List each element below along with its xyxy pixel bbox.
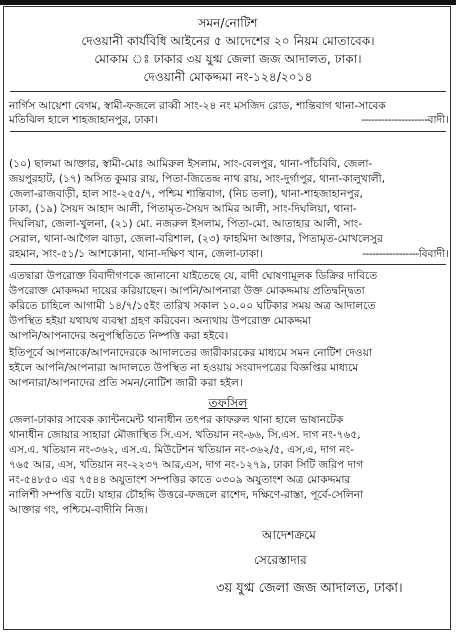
notice-frame bbox=[3, 6, 451, 630]
schedule-line: নং-৫৪৮৫০ এর ৭৫৪৪ অযুতাংশ সম্পত্তির কাতে ০৩০৯ অযুতাংশ অত্র মোকদ্দমার bbox=[9, 474, 351, 486]
notice-line: ইতিপূর্বে আপনাকে/আপনাদেরকে আদালতের জারীকারকের মাধ্যমে সমন নোটিশ দেওয়া bbox=[9, 347, 373, 359]
schedule-line: ৭৬৫ আর, এস, খতিয়ান নং-২২৩৭ আর,এস, দাগ নং-১২৭৯, ঢাকা সিটি জরিপ দাগ bbox=[9, 459, 364, 471]
case-number: দেওয়ানী মোকদ্দমা নং-১২৪/২০১৪ bbox=[143, 70, 313, 84]
signature-title: সেরেস্তাদার bbox=[254, 553, 307, 567]
schedule-title bbox=[4, 395, 452, 411]
defendants-last-line: রহমান, সাং-৫১/১ আশকোনা, থানা-দক্ষিণ খান, জেলা-ঢাকা। bbox=[9, 248, 264, 260]
plaintiff-address: মতিঝিল হালে শাহজাহানপুর, ঢাকা। bbox=[9, 114, 158, 126]
notice-line: হইলে আপনি/আপনারা আদালতে উপস্থিত না হওয়ায় সংবাদপত্রের বিজ্ঞপ্তির মাধ্যমে bbox=[9, 362, 359, 374]
defendants-line bbox=[4, 247, 456, 261]
defendants-line: সেরাল, থানা-আগৈল ঝাড়া, জেলা-বরিশাল, (২৩) ফাহমিদা আক্তার, পিতামৃত-মোখলেসুর bbox=[9, 233, 383, 245]
defendants-line: দিঘলিয়া, জেলা-খুলনা, (২১) মো. নজরুল ইসলাম, পিতা-মো. আতাহার আলী, সাং- bbox=[9, 218, 363, 230]
defendants-divider bbox=[10, 264, 446, 265]
schedule-line: এস.এ. খতিয়ান নং-৩৬২, এস.এ. মিউটেশন খতিয়ান নং-৩৬২/৫, এস,এ, দাগ নং- bbox=[9, 444, 354, 456]
notice-title: সমন/নোটিশ bbox=[198, 16, 258, 30]
court-line: মোকাম ঃ ঢাকার ৩য় যুগ্ম জেলা জজ আদালত, ঢাকা। bbox=[94, 52, 362, 66]
plaintiff-line bbox=[4, 113, 456, 127]
notice-line: উপরোক্ত মোকদ্দমা দায়ের করিয়াছেন। আপনি/আপনারা উক্ত মোকদ্দমায় প্রতিদ্বন্দ্বিতা bbox=[9, 285, 365, 297]
plaintiff-role bbox=[361, 113, 449, 127]
defendants-line: জয়পুরহাট, (১৭) অসিত কুমার রায়, পিতা-জিতেন্দ্র নাথ রায়, সাং-দুর্গাপুর, থানা-কালুখালী, bbox=[9, 173, 386, 185]
plaintiff-label: বাদী। bbox=[427, 114, 449, 126]
schedule-title-text: তফসিল bbox=[208, 396, 248, 410]
defendants-label: বিবাদী। bbox=[418, 248, 449, 260]
signature-order: আদেশক্রমে bbox=[262, 528, 316, 542]
notice-line: উপস্থিত হইয়া যথাযথ ব্যবস্থা গ্রহণ করিবেন। অন্যথায় উপরোক্ত মোকদ্দমা bbox=[9, 315, 312, 327]
schedule-line: আক্তার গং, পশ্চিমে-বাদীনি নিজ। bbox=[9, 504, 148, 516]
legal-rule-line: দেওয়ানী কার্যবিধি আইনের ৫ আদেশের ২০ নিয়ম মোতাবেক। bbox=[81, 34, 375, 48]
plaintiff-divider bbox=[10, 131, 446, 132]
defendants-line: (১০) ছালমা আক্তার, স্বামী-মোঃ আমিরুল ইসলাম, সাং-বেলপুর, থানা-পাঁচবিবি, জেলা- bbox=[9, 158, 373, 170]
notice-line: আপনারা/আপনাদের প্রতি সমন/নোটিশ জারী করা হইল। bbox=[9, 377, 243, 389]
defendants-role bbox=[362, 247, 449, 261]
schedule-line: নালিশী সম্পত্তি বটে। যাহার চৌহদ্দি উত্তরে-ফজলে রাশেদ, দক্ষিণে-রাস্তা, পূর্বে-সেলিনা bbox=[9, 489, 364, 501]
schedule-line: জেলা-ঢাকার সাবেক ক্যান্টনমেন্ট থানাধীন তৎপর কাফরুল থানা হালে ভাষানটেক bbox=[9, 414, 344, 426]
schedule-line: থানাধীন জোয়ার সাহারা মৌজাস্থিত সি.এস. খতিয়ান নং-৬৬, সি.এস. দাগ নং-৭৬৫, bbox=[9, 429, 361, 441]
defendants-line: ঢাকা, (১৯) সৈয়দ আহাদ আলী, পিতামৃত-সৈয়দ আমির আলী, সাং-দিঘলিয়া, থানা- bbox=[9, 203, 357, 215]
notice-line: আপনি/আপনাদের অনুপস্থিতিতে নিষ্পত্তি করা হইবে। bbox=[9, 330, 229, 342]
signature-court: ৩য় যুগ্ম জেলা জজ আদালত, ঢাকা। bbox=[216, 581, 403, 596]
notice-line: এতদ্বারা উপরোক্ত বিবাদীগণকে জানানো যাইতেছে যে, বাদী ঘোষণামূলক ডিক্রির দাবিতে bbox=[9, 270, 378, 282]
plaintiff-line: নার্গিস আয়েশা বেগম, স্বামী-ফজলে রাব্বী সাং-২৪ নং মসজিদ রোড, শান্তিবাগ থানা-সাবেক bbox=[9, 100, 386, 112]
filler-dashes: -------------------- bbox=[361, 114, 428, 126]
filler-dashes: ----------------- bbox=[362, 248, 419, 260]
top-border-strip bbox=[0, 0, 456, 5]
header-divider bbox=[10, 91, 446, 92]
notice-line: করিতে চাহিলে আগামী ১৪/৭/১৫ইং তারিখ সকাল ১০.০০ ঘটিকার সময় অত্র আদালতে bbox=[9, 300, 376, 312]
defendants-line: জেলা-রাজবাড়ী, হাল সাং-২৫৫/৭, পশ্চিম শান্তিবাগ, (নিচ তলা), থানা-শাহজাহানপুর, bbox=[9, 188, 363, 200]
